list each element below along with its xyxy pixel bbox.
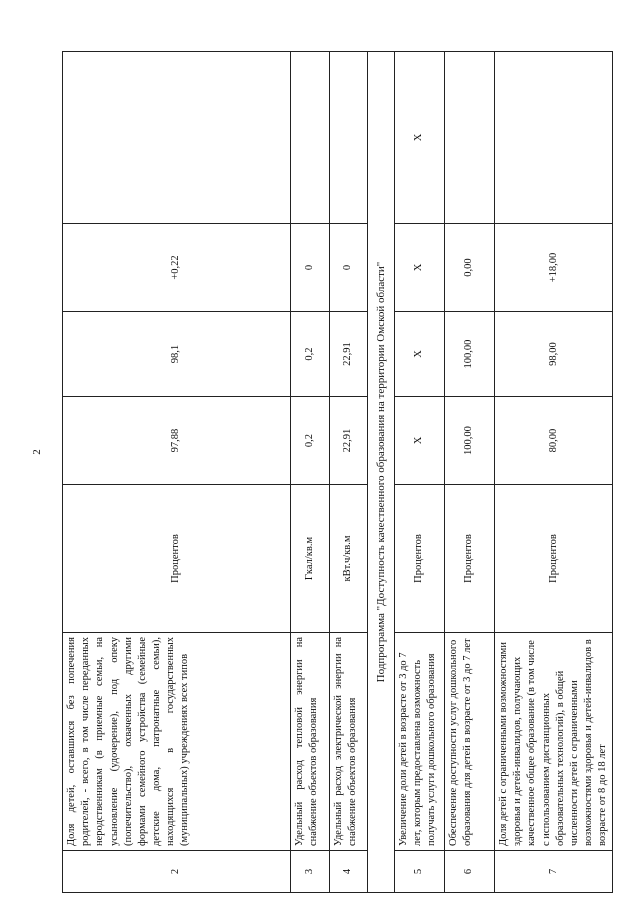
value-cell — [330, 52, 368, 224]
rotated-page — [57, 0, 609, 905]
row-number: 3 — [291, 851, 330, 893]
value-cell: Х — [395, 52, 445, 224]
value-cell: 0 — [291, 224, 330, 312]
subprogram-row — [368, 52, 395, 893]
value-cell: 0,00 — [445, 224, 495, 312]
value-cell: 98,1 — [63, 312, 291, 397]
value-cell — [495, 52, 613, 224]
value-cell: +18,00 — [495, 224, 613, 312]
value-cell: 100,00 — [445, 397, 495, 485]
unit-cell: кВт.ч/кв.м — [330, 485, 368, 633]
table-row — [330, 52, 368, 893]
indicators-table — [62, 51, 613, 893]
value-cell: Х — [395, 312, 445, 397]
row-number: 5 — [395, 851, 445, 893]
table-row — [395, 52, 445, 893]
value-cell: 22,91 — [330, 312, 368, 397]
value-cell: +0,22 — [63, 224, 291, 312]
table-row — [495, 52, 613, 893]
table-row — [291, 52, 330, 893]
page-number: 2 — [31, 449, 43, 455]
row-number: 2 — [63, 851, 291, 893]
table-row — [445, 52, 495, 893]
value-cell: 97,88 — [63, 397, 291, 485]
value-cell: 100,00 — [445, 312, 495, 397]
unit-cell: Процентов — [445, 485, 495, 633]
value-cell: Х — [395, 397, 445, 485]
indicator-name: Обеспечение доступности услуг дошкольного образования для детей в возрасте от 3 до 7 лет — [445, 633, 495, 851]
indicator-name: Доля детей, оставшихся без попечения родителей, - всего, в том числе переданных неродственникам (в приемные семьи, на усыновление (удочерение), под опеку (попечительство), охваченных другими формами семейного устройства (семейные детские дома, патронатные семьи), находящихся в государственных (муниципальных) учреждениях всех типов — [63, 633, 291, 851]
row-number: 7 — [495, 851, 613, 893]
subprogram-title: Подпрограмма "Доступность качественного образования на территории Омской области" — [368, 52, 395, 893]
indicator-name: Увеличение доли детей в возрасте от 3 до 7 лет, которым предоставлена возможность получать услуги дошкольного образования — [395, 633, 445, 851]
value-cell: 0,2 — [291, 312, 330, 397]
row-number: 6 — [445, 851, 495, 893]
value-cell: 0,2 — [291, 397, 330, 485]
unit-cell: Процентов — [63, 485, 291, 633]
table-row — [63, 52, 291, 893]
value-cell: 98,00 — [495, 312, 613, 397]
unit-cell: Процентов — [495, 485, 613, 633]
value-cell: Х — [395, 224, 445, 312]
unit-cell: Гкал/кв.м — [291, 485, 330, 633]
unit-cell: Процентов — [395, 485, 445, 633]
indicator-name: Удельный расход электрической энергии на снабжение объектов образования — [330, 633, 368, 851]
indicator-name: Доля детей с ограниченными возможностями здоровья и детей-инвалидов, получающих качественное общее образование (в том числе с использованием дистанционных образовательных технологий), в общей численности детей с ограниченными возможностями здоровья и детей-инвалидов в возрасте от 8 до 18 лет — [495, 633, 613, 851]
indicator-name: Удельный расход тепловой энергии на снабжение объектов образования — [291, 633, 330, 851]
value-cell: 22,91 — [330, 397, 368, 485]
value-cell — [63, 52, 291, 224]
value-cell — [291, 52, 330, 224]
row-number: 4 — [330, 851, 368, 893]
value-cell: 0 — [330, 224, 368, 312]
value-cell: 80,00 — [495, 397, 613, 485]
value-cell — [445, 52, 495, 224]
